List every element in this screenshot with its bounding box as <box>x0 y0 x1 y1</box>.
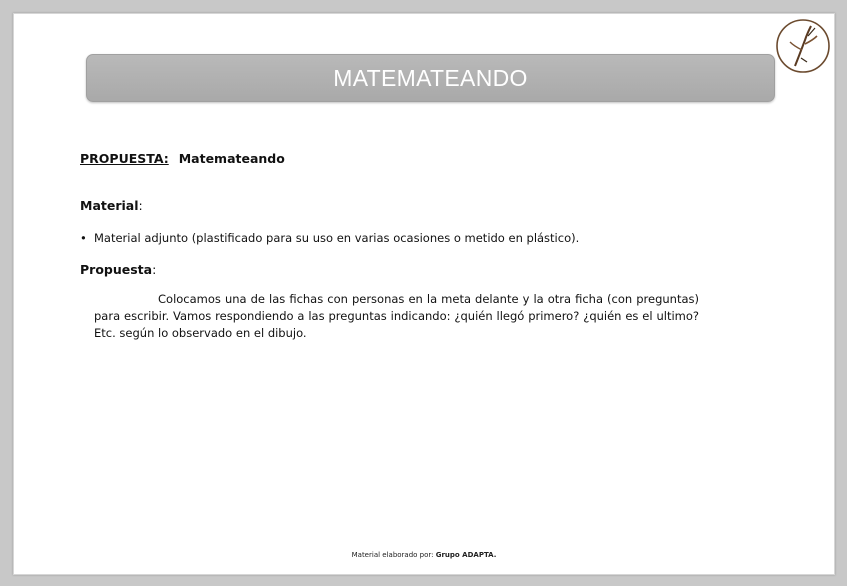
page-title: MATEMATEANDO <box>86 54 775 102</box>
bullet-icon: • <box>80 231 87 245</box>
propuesta-heading <box>80 262 156 277</box>
document-page <box>13 13 835 575</box>
proposal-label: PROPUESTA: <box>80 151 169 166</box>
proposal-name: Matemateando <box>178 151 285 166</box>
footer-credit <box>14 551 834 559</box>
material-heading <box>80 198 143 213</box>
material-heading-colon: : <box>138 198 143 213</box>
list-item <box>80 231 579 245</box>
material-heading-label: Material <box>80 198 139 213</box>
footer-author: Grupo ADAPTA. <box>435 551 497 559</box>
propuesta-heading-label: Propuesta <box>80 262 153 277</box>
footer-prefix: Material elaborado por: <box>351 551 436 559</box>
propuesta-heading-colon: : <box>152 262 157 277</box>
proposal-line <box>80 151 285 166</box>
adapta-logo-icon <box>775 18 831 74</box>
material-item-text: Material adjunto (plastificado para su uso en varias ocasiones o metido en plástico). <box>94 231 580 245</box>
propuesta-paragraph: Colocamos una de las fichas con personas en la meta delante y la otra ficha (con preguntas) para escribir. Vamos respondiendo a las preguntas indicando: ¿quién llegó primero? ¿quién es el ultimo? Etc. según lo observado en el dibujo. <box>94 292 699 340</box>
